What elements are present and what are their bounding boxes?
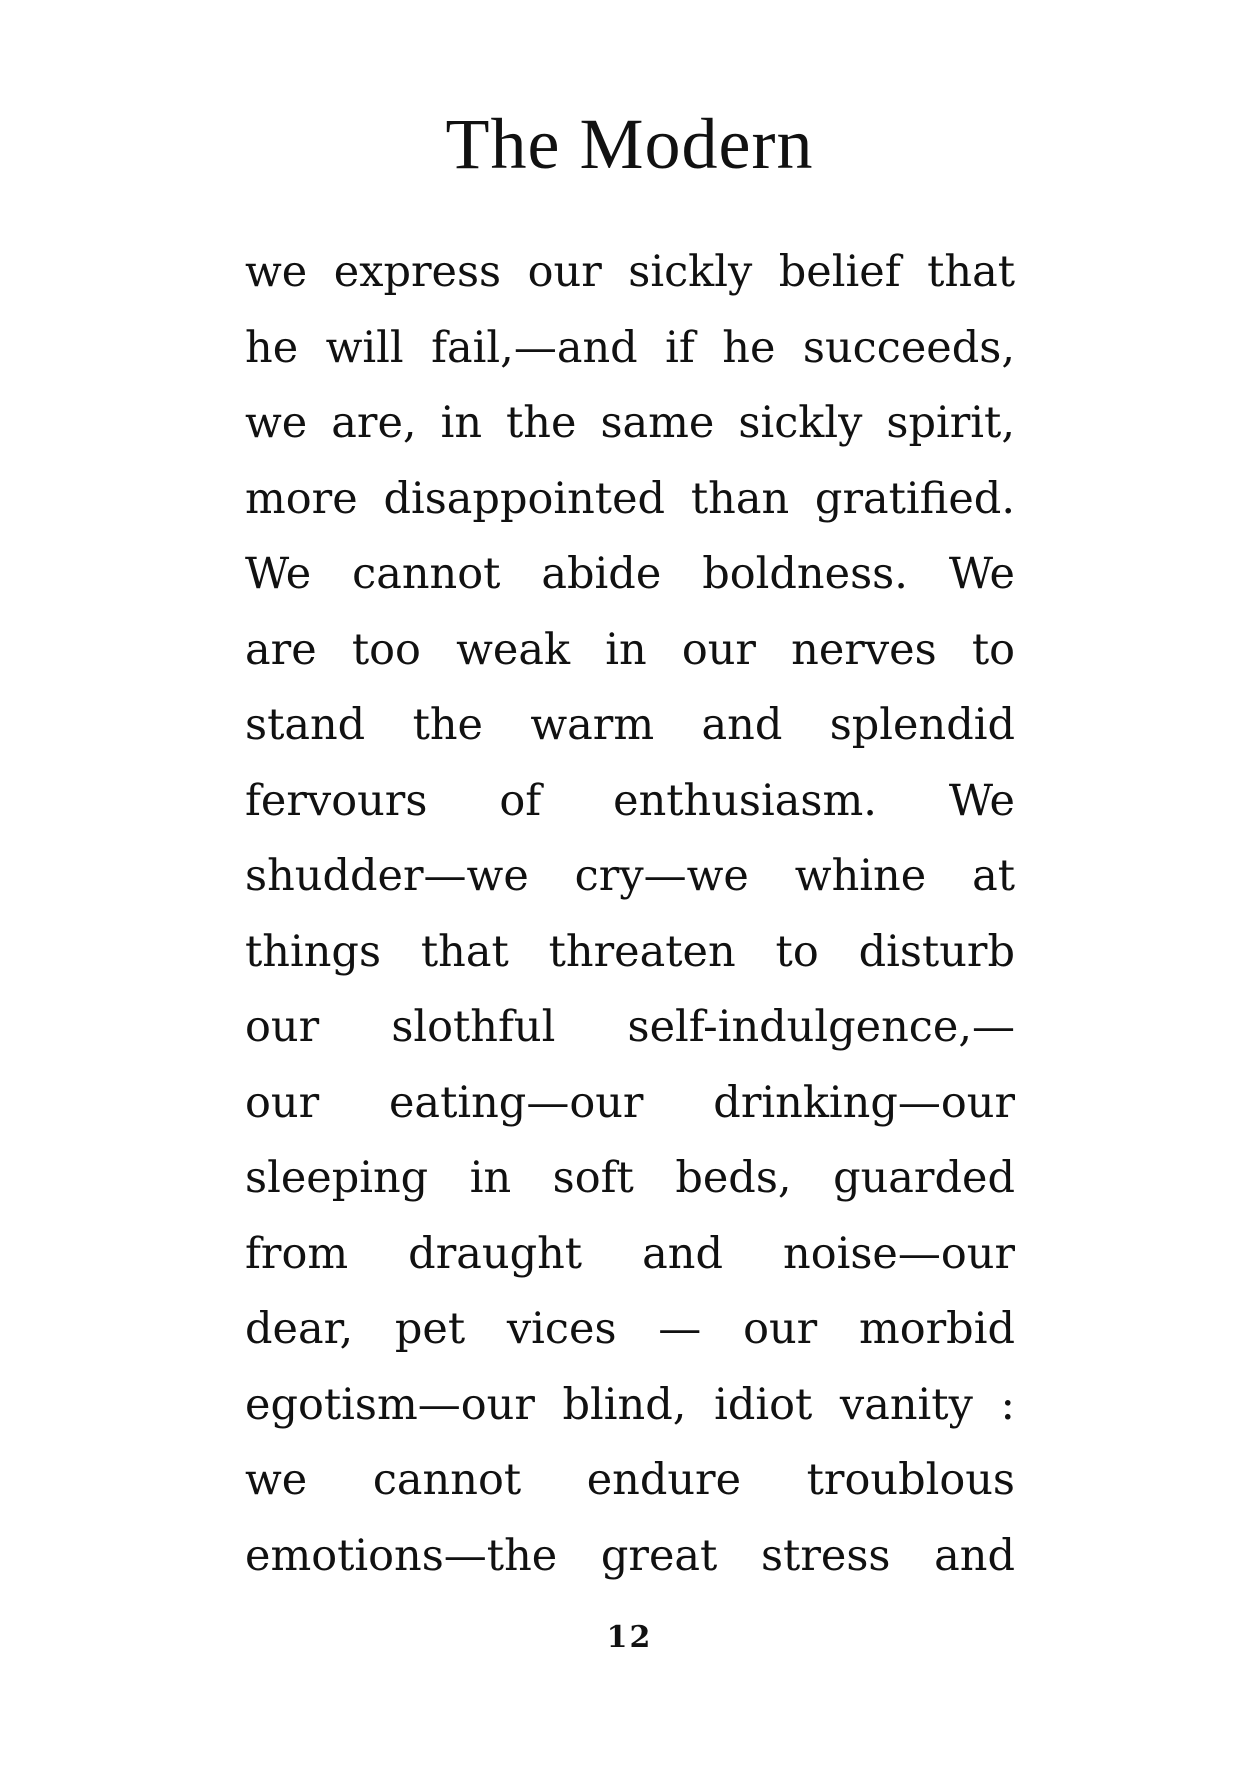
- running-head: The Modern: [445, 104, 814, 184]
- text-line: shudder—we cry—we whine at: [245, 851, 1015, 901]
- text-line: sleeping in soft beds, guarded: [245, 1153, 1015, 1203]
- text-line: our eating—our drinking—our: [245, 1077, 1015, 1128]
- page-number: 12: [606, 1620, 653, 1655]
- text-line: We cannot abide boldness. We: [245, 549, 1015, 599]
- text-line: we are, in the same sickly spirit,: [245, 398, 1015, 448]
- text-line: stand the warm and splendid: [245, 700, 1015, 750]
- body-text: [245, 235, 1015, 1594]
- text-line: we cannot endure troublous: [245, 1455, 1015, 1505]
- text-line: fervours of enthusiasm. We: [245, 775, 1015, 826]
- text-line: dear, pet vices — our morbid: [245, 1304, 1015, 1354]
- text-line: egotism—our blind, idiot vanity :: [245, 1379, 1015, 1430]
- text-line: from draught and noise—our: [245, 1228, 1015, 1279]
- text-line: things that threaten to disturb: [245, 926, 1015, 977]
- text-line: our slothful self-indulgence,—: [245, 1002, 1015, 1052]
- text-line: are too weak in our nerves to: [245, 624, 1015, 675]
- text-line: more disappointed than gratified.: [245, 473, 1015, 524]
- text-line: emotions—the great stress and: [245, 1530, 1015, 1581]
- text-line: he will fail,—and if he succeeds,: [245, 322, 1015, 373]
- text-line: we express our sickly belief that: [245, 247, 1015, 297]
